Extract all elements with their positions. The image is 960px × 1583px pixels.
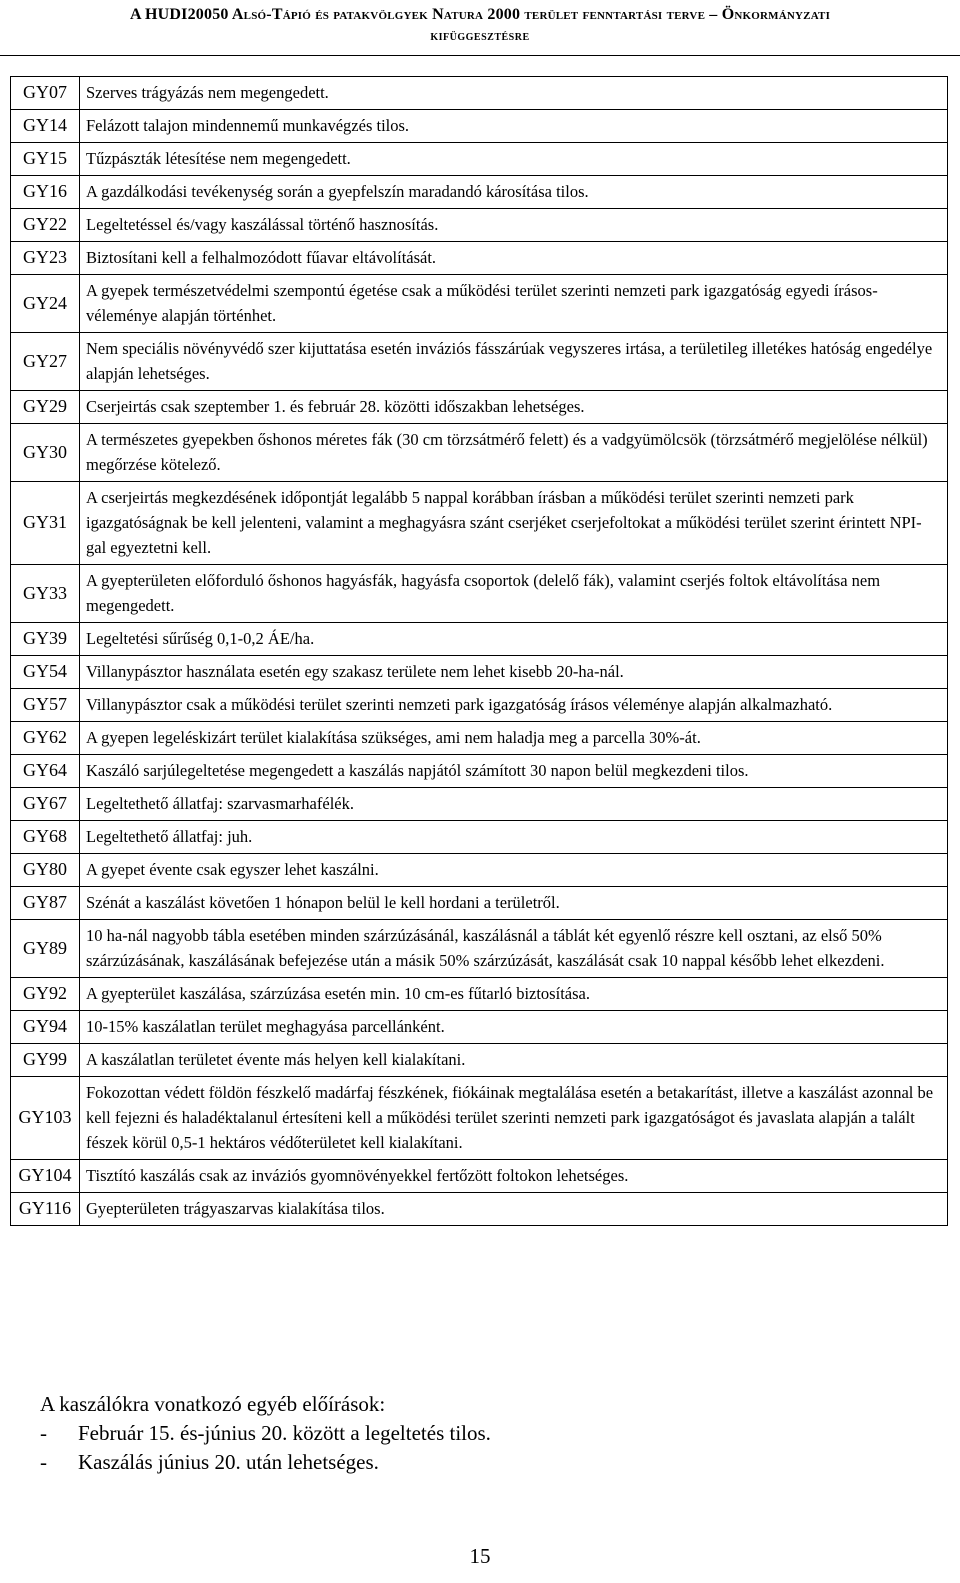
- table-row: [11, 1160, 948, 1193]
- table-row: [11, 854, 948, 887]
- rule-code: GY104: [11, 1160, 80, 1193]
- table-row: [11, 275, 948, 333]
- rule-description: Fokozottan védett földön fészkelő madárfaj fészkének, fiókáinak megtalálása esetén a betakarítást, illetve a kaszálást azonnal be kell fejezni és haladéktalanul értesíteni kell a működési terület szerinti nemzeti park igazgatóságot és javaslata alapján a talált fészek körül 0,5-1 hektáros védőterületet kell kialakítani.: [80, 1077, 948, 1160]
- bullet-dash: -: [40, 1450, 47, 1474]
- table-row: [11, 978, 948, 1011]
- rules-table: [10, 76, 948, 1226]
- rule-description: Villanypásztor használata esetén egy szakasz területe nem lehet kisebb 20-ha-nál.: [80, 656, 948, 689]
- rule-code: GY62: [11, 722, 80, 755]
- table-row: [11, 623, 948, 656]
- extra-rule-text: Február 15. és-június 20. között a legeltetés tilos.: [78, 1421, 491, 1445]
- rule-code: GY29: [11, 391, 80, 424]
- rule-description: Szénát a kaszálást követően 1 hónapon belül le kell hordani a területről.: [80, 887, 948, 920]
- rule-description: A gyepen legeléskizárt terület kialakítása szükséges, ami nem haladja meg a parcella 30%-át.: [80, 722, 948, 755]
- table-row: [11, 821, 948, 854]
- rule-code: GY14: [11, 110, 80, 143]
- table-row: [11, 565, 948, 623]
- table-row: [11, 755, 948, 788]
- table-row: [11, 722, 948, 755]
- table-row: [11, 656, 948, 689]
- rule-code: GY99: [11, 1044, 80, 1077]
- table-row: [11, 110, 948, 143]
- rule-description: Legeltethető állatfaj: juh.: [80, 821, 948, 854]
- rule-code: GY30: [11, 424, 80, 482]
- table-row: [11, 143, 948, 176]
- rule-description: A gyepterület kaszálása, szárzúzása esetén min. 10 cm-es fűtarló biztosítása.: [80, 978, 948, 1011]
- rule-description: A gyepet évente csak egyszer lehet kaszálni.: [80, 854, 948, 887]
- rule-description: A gazdálkodási tevékenység során a gyepfelszín maradandó károsítása tilos.: [80, 176, 948, 209]
- table-row: [11, 788, 948, 821]
- table-row: [11, 920, 948, 978]
- rule-code: GY68: [11, 821, 80, 854]
- header-subtitle: kifüggesztésre: [430, 29, 530, 44]
- rule-code: GY116: [11, 1193, 80, 1226]
- rule-code: GY87: [11, 887, 80, 920]
- rule-description: A természetes gyepekben őshonos méretes fák (30 cm törzsátmérő felett) és a vadgyümölcsök (törzsátmérő megjelölése nélkül) megőrzése kötelező.: [80, 424, 948, 482]
- table-row: [11, 333, 948, 391]
- rule-code: GY39: [11, 623, 80, 656]
- rule-description: Tisztító kaszálás csak az inváziós gyomnövényekkel fertőzött foltokon lehetséges.: [80, 1160, 948, 1193]
- header-title: A HUDI20050 Alsó-Tápió és patakvölgyek Natura 2000 terület fenntartási terve – Önkormányzati: [129, 6, 831, 23]
- extra-rule-item: [40, 1448, 491, 1477]
- rule-description: Biztosítani kell a felhalmozódott fűavar eltávolítását.: [80, 242, 948, 275]
- page-number: 15: [469, 1544, 491, 1568]
- rule-code: GY07: [11, 77, 80, 110]
- rule-description: Kaszáló sarjúlegeltetése megengedett a kaszálás napjától számított 30 napon belül megkezdeni tilos.: [80, 755, 948, 788]
- bullet-dash: -: [40, 1421, 47, 1445]
- rule-code: GY57: [11, 689, 80, 722]
- table-row: [11, 176, 948, 209]
- rule-description: Legeltethető állatfaj: szarvasmarhafélék.: [80, 788, 948, 821]
- rule-code: GY27: [11, 333, 80, 391]
- extra-rule-text: Kaszálás június 20. után lehetséges.: [78, 1450, 379, 1474]
- rules-table-body: [11, 77, 948, 1226]
- rule-description: A gyepek természetvédelmi szempontú égetése csak a működési terület szerinti nemzeti park igazgatóság egyedi írásos-véleménye alapján történhet.: [80, 275, 948, 333]
- rule-description: Tűzpászták létesítése nem megengedett.: [80, 143, 948, 176]
- rule-code: GY80: [11, 854, 80, 887]
- table-row: [11, 424, 948, 482]
- rule-description: Villanypásztor csak a működési terület szerinti nemzeti park igazgatóság írásos véleménye alapján alkalmazható.: [80, 689, 948, 722]
- extra-rule-item: [40, 1419, 491, 1448]
- rule-description: Szerves trágyázás nem megengedett.: [80, 77, 948, 110]
- rule-code: GY24: [11, 275, 80, 333]
- table-row: [11, 242, 948, 275]
- rule-code: GY92: [11, 978, 80, 1011]
- table-row: [11, 77, 948, 110]
- rule-code: GY33: [11, 565, 80, 623]
- rule-code: GY67: [11, 788, 80, 821]
- rule-description: Gyepterületen trágyaszarvas kialakítása tilos.: [80, 1193, 948, 1226]
- table-row: [11, 1077, 948, 1160]
- rule-description: A cserjeirtás megkezdésének időpontját legalább 5 nappal korábban írásban a működési terület szerinti nemzeti park igazgatóságnak be kell jelenteni, valamint a meghagyásra szánt cserjéket cserjefoltokat a működési terület szerint érintett NPI-gal egyeztetni kell.: [80, 482, 948, 565]
- rule-description: 10-15% kaszálatlan terület meghagyása parcellánként.: [80, 1011, 948, 1044]
- rule-description: A kaszálatlan területet évente más helyen kell kialakítani.: [80, 1044, 948, 1077]
- rule-code: GY103: [11, 1077, 80, 1160]
- table-row: [11, 689, 948, 722]
- rule-description: 10 ha-nál nagyobb tábla esetében minden szárzúzásánál, kaszálásnál a táblát két egyenlő részre kell osztani, az első 50% szárzúzásának, kaszálásának befejezése után a másik 50% szárzúzását, kaszálását csak 10 nappal később lehet elkezdeni.: [80, 920, 948, 978]
- header-divider: [0, 55, 960, 56]
- rule-description: Nem speciális növényvédő szer kijuttatása esetén inváziós fásszárúak vegyszeres irtása, a területileg illetékes hatóság engedélye alapján lehetséges.: [80, 333, 948, 391]
- table-row: [11, 209, 948, 242]
- rule-code: GY16: [11, 176, 80, 209]
- rule-description: Felázott talajon mindennemű munkavégzés tilos.: [80, 110, 948, 143]
- rule-description: Legeltetéssel és/vagy kaszálással történő hasznosítás.: [80, 209, 948, 242]
- rule-description: Cserjeirtás csak szeptember 1. és február 28. közötti időszakban lehetséges.: [80, 391, 948, 424]
- extra-rules-section: [40, 1390, 491, 1477]
- rule-code: GY22: [11, 209, 80, 242]
- rule-code: GY64: [11, 755, 80, 788]
- rule-code: GY31: [11, 482, 80, 565]
- rule-code: GY94: [11, 1011, 80, 1044]
- page-header: [0, 4, 960, 48]
- rule-code: GY54: [11, 656, 80, 689]
- rule-description: Legeltetési sűrűség 0,1-0,2 ÁE/ha.: [80, 623, 948, 656]
- rule-code: GY23: [11, 242, 80, 275]
- table-row: [11, 1193, 948, 1226]
- table-row: [11, 1011, 948, 1044]
- rule-code: GY89: [11, 920, 80, 978]
- table-row: [11, 482, 948, 565]
- rule-code: GY15: [11, 143, 80, 176]
- extra-rules-heading: A kaszálókra vonatkozó egyéb előírások:: [40, 1392, 386, 1416]
- table-row: [11, 887, 948, 920]
- table-row: [11, 1044, 948, 1077]
- table-row: [11, 391, 948, 424]
- rule-description: A gyepterületen előforduló őshonos hagyásfák, hagyásfa csoportok (delelő fák), valamint cserjés foltok eltávolítása nem megengedett.: [80, 565, 948, 623]
